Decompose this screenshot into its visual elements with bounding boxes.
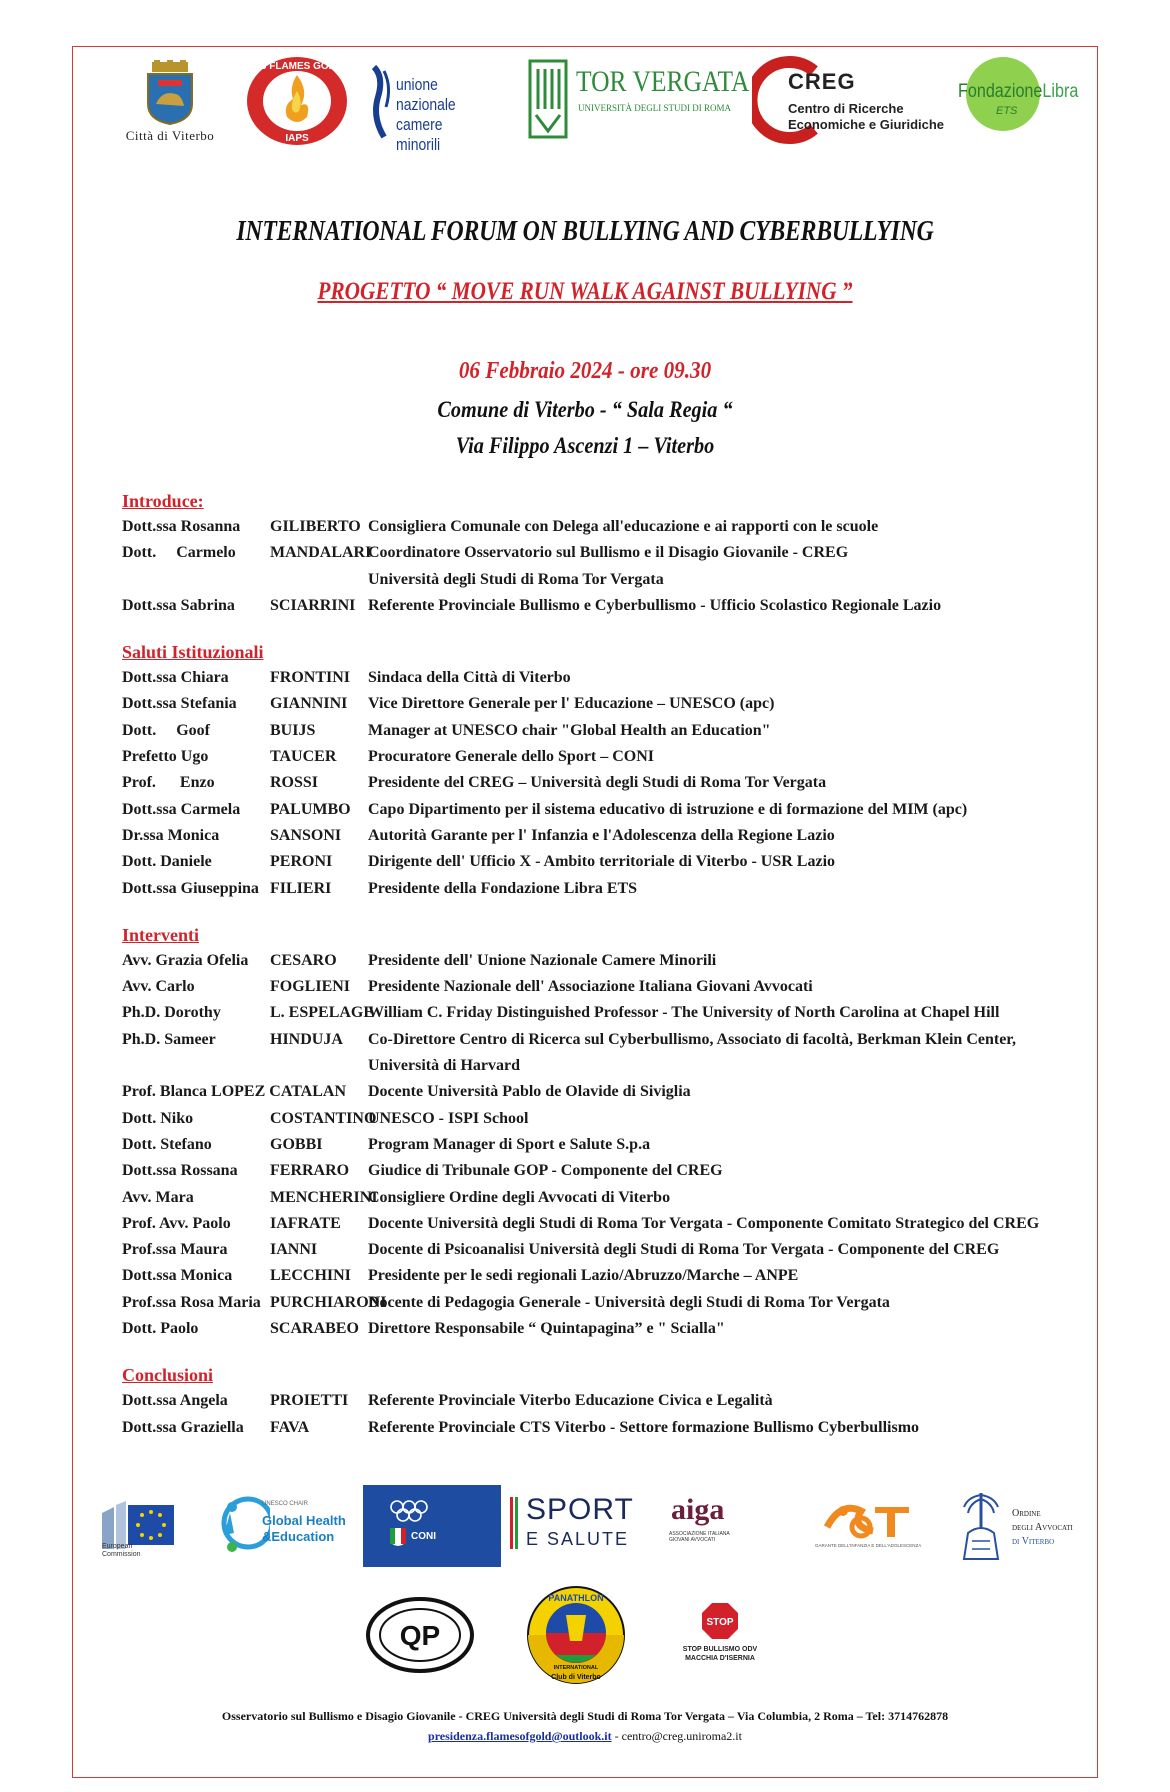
section-title: Saluti Istituzionali [122, 642, 264, 663]
garante-infanzia-logo [815, 1497, 945, 1557]
program-section [122, 922, 1082, 1342]
speaker-row [122, 540, 1082, 593]
speaker-surname: PALUMBO [270, 800, 351, 818]
speaker-role [368, 1388, 1082, 1414]
speaker-title: Dott. Niko [122, 1109, 194, 1127]
speaker-title: Prof. Avv. Paolo [122, 1214, 231, 1232]
speaker-row [122, 1415, 1082, 1441]
tor-vergata-line2: UNIVERSITÀ DEGLI STUDI DI ROMA [578, 103, 731, 113]
event-venue: Comune di Viterbo - “ Sala Regia “ [437, 397, 733, 422]
libra-line2: ETS [996, 105, 1018, 117]
viterbo-logo [120, 60, 220, 144]
coni-text: CONI [411, 1531, 436, 1542]
aiga-mark: aiga [671, 1493, 725, 1526]
speaker-role [368, 770, 1082, 796]
speaker-role [368, 1079, 1082, 1105]
speaker-role-line: Co-Direttore Centro di Ricerca sul Cyberbullismo, Associato di facoltà, Berkman Klein Center, [368, 1030, 1016, 1048]
bottom-logo-bar-2 [80, 1585, 1090, 1690]
panathlon-top: PANATHLON [548, 1593, 604, 1603]
email-creg: centro@creg.uniroma2.it [621, 1729, 742, 1743]
creg-line2: Economiche e Giuridiche [788, 117, 945, 132]
speaker-role [368, 691, 1082, 717]
european-commission-logo [100, 1491, 184, 1561]
speaker-role-line: Docente Università Pablo de Olavide di Siviglia [368, 1083, 691, 1101]
speaker-surname: IANNI [270, 1241, 318, 1259]
speaker-role-line: Dirigente dell' Ufficio X - Ambito territoriale di Viterbo - USR Lazio [368, 853, 836, 871]
speaker-role-line: Consigliere Ordine degli Avvocati di Viterbo [368, 1188, 671, 1206]
stop-line1: STOP BULLISMO ODV [682, 1646, 758, 1653]
creg-line1: Centro di Ricerche [788, 101, 904, 116]
speaker-role [368, 1290, 1082, 1316]
speaker-row [122, 1388, 1082, 1414]
top-logo-bar [80, 55, 1090, 155]
program-section [122, 639, 1082, 902]
speaker-role-line: Presidente del CREG – Università degli Studi di Roma Tor Vergata [368, 774, 827, 792]
global-health-education-logo [220, 1487, 346, 1567]
speaker-row [122, 514, 1082, 540]
stop-line2: MACCHIA D'ISERNIA [685, 1655, 755, 1662]
aiga-line1: ASSOCIAZIONE ITALIANA [669, 1531, 730, 1537]
speaker-role-line: Referente Provinciale Bullismo e Cyberbullismo - Ufficio Scolastico Regionale Lazio [368, 596, 942, 614]
eu-line2: Commission [102, 1551, 141, 1558]
speaker-surname: MENCHERINI [270, 1188, 378, 1206]
speaker-surname: BUIJS [270, 721, 316, 739]
speaker-row [122, 1158, 1082, 1184]
speaker-surname: MANDALARI [270, 544, 372, 562]
speaker-role [368, 540, 1082, 593]
speaker-surname: GOBBI [270, 1135, 323, 1153]
speaker-surname: LECCHINI [270, 1267, 351, 1285]
speaker-role [368, 948, 1082, 974]
speaker-surname: HINDUJA [270, 1030, 343, 1048]
aiga-logo [665, 1493, 765, 1553]
sport-line1: SPORT [526, 1493, 634, 1526]
panathlon-bottom: Club di Viterbo [551, 1674, 601, 1681]
speaker-role-line: Docente di Psicoanalisi Università degli Studi di Roma Tor Vergata - Componente del CREG [368, 1241, 1000, 1259]
speaker-surname: GIANNINI [270, 695, 348, 713]
fondazione-libra-logo [956, 57, 1090, 137]
section-title: Conclusioni [122, 1365, 214, 1386]
eu-line1: European [102, 1543, 133, 1550]
speaker-role [368, 1237, 1082, 1263]
olympic-rings-icon [389, 1499, 429, 1525]
speaker-role [368, 797, 1082, 823]
speaker-role [368, 974, 1082, 1000]
speaker-role-line-2: Università di Harvard [368, 1057, 520, 1075]
speaker-role [368, 744, 1082, 770]
speaker-role-line: Presidente Nazionale dell' Associazione Italiana Giovani Avvocati [368, 978, 813, 996]
speaker-title: Dott.ssa Rossana [122, 1162, 238, 1180]
speaker-title: Dott. Carmelo [122, 544, 236, 562]
speaker-role [368, 718, 1082, 744]
speaker-row [122, 1106, 1082, 1132]
program-list [122, 488, 1082, 1461]
speaker-surname: TAUCER [270, 748, 337, 766]
footer-address: Osservatorio sul Bullismo e Disagio Giovanile - CREG Università degli Studi di Roma Tor Vergata – Via Columbia, 2 Roma – Tel: 3714762878 [221, 1709, 949, 1723]
speaker-title: Dott. Stefano [122, 1135, 212, 1153]
speaker-role-line: Vice Direttore Generale per l' Educazione – UNESCO (apc) [368, 695, 775, 713]
footer-sep: - [611, 1729, 622, 1743]
aiga-line2: GIOVANI AVVOCATI [669, 1537, 716, 1543]
speaker-title: Dott.ssa Carmela [122, 800, 241, 818]
speaker-title: Dott. Daniele [122, 853, 212, 871]
speaker-role-line: Coordinatore Osservatorio sul Bullismo e il Disagio Giovanile - CREG [368, 544, 849, 562]
speaker-role-line: Referente Provinciale CTS Viterbo - Settore formazione Bullismo Cyberbullismo [368, 1418, 920, 1436]
qp-text: QP [399, 1620, 441, 1651]
speaker-surname: FRONTINI [270, 669, 351, 687]
speaker-row [122, 974, 1082, 1000]
stop-mark: STOP [706, 1617, 734, 1628]
speaker-role [368, 1158, 1082, 1184]
hands-icon [370, 57, 394, 145]
speaker-row [122, 770, 1082, 796]
tor-vergata-line1: TOR VERGATA [576, 65, 750, 98]
event-date: 06 Febbraio 2024 - ore 09.30 [458, 358, 712, 384]
speaker-role-line: Program Manager di Sport e Salute S.p.a [368, 1135, 651, 1153]
speaker-row [122, 1316, 1082, 1342]
speaker-row [122, 1263, 1082, 1289]
speaker-role-line: Docente di Pedagogia Generale - Università degli Studi di Roma Tor Vergata [368, 1293, 890, 1311]
ordine-avvocati-viterbo-logo [958, 1489, 1088, 1569]
qp-ellipse-icon [365, 1595, 475, 1675]
panathlon-badge-icon [516, 1585, 636, 1685]
speaker-surname: PROIETTI [270, 1392, 349, 1410]
speaker-role [368, 1106, 1082, 1132]
speaker-role [368, 1027, 1082, 1080]
sport-bar-red [510, 1497, 513, 1549]
speaker-surname: FERRARO [270, 1162, 350, 1180]
speaker-role-line: Manager at UNESCO chair "Global Health an Education" [368, 721, 771, 739]
flames-gold-line2: IAPS [285, 133, 309, 144]
speaker-role-line: Direttore Responsabile “ Quintapagina” e " Scialla" [368, 1320, 725, 1338]
speaker-row [122, 718, 1082, 744]
ghe-small: UNESCO CHAIR [262, 1501, 309, 1507]
event-address: Via Filippo Ascenzi 1 – Viterbo [455, 433, 715, 458]
ordine-line3: di Viterbo [1012, 1536, 1055, 1547]
speaker-title: Avv. Grazia Ofelia [122, 951, 249, 969]
speaker-row [122, 849, 1082, 875]
speaker-role-line: Referente Provinciale Viterbo Educazione Civica e Legalità [368, 1392, 773, 1410]
speaker-surname: SANSONI [270, 826, 342, 844]
speaker-row [122, 1185, 1082, 1211]
speaker-role-line: Presidente per le sedi regionali Lazio/Abruzzo/Marche – ANPE [368, 1267, 799, 1285]
tor-vergata-logo [528, 59, 750, 143]
section-title: Introduce: [122, 491, 204, 511]
speaker-surname: FOGLIENI [270, 978, 351, 996]
garante-text: GARANTE DELL'INFANZIA E DELL'ADOLESCENZA [815, 1543, 922, 1548]
italy-shield-icon [389, 1527, 407, 1547]
speaker-role [368, 665, 1082, 691]
quintapagina-logo [365, 1595, 475, 1675]
creg-mark: CREG [788, 69, 856, 94]
speaker-role-line: Presidente della Fondazione Libra ETS [368, 879, 638, 897]
speaker-row [122, 876, 1082, 902]
speaker-surname: FILIERI [270, 879, 332, 897]
speaker-title: Prefetto Ugo [122, 748, 209, 766]
ordine-line1: Ordine [1012, 1508, 1041, 1519]
sport-bar-green [515, 1497, 518, 1549]
ghe-line2: &Education [262, 1529, 335, 1544]
speaker-row [122, 1237, 1082, 1263]
speaker-surname: FAVA [270, 1418, 310, 1436]
speaker-role [368, 1000, 1082, 1026]
speaker-row [122, 1000, 1082, 1026]
speaker-role [368, 849, 1082, 875]
section-title: Interventi [122, 924, 199, 945]
speaker-title: Prof.ssa Maura [122, 1241, 228, 1259]
speaker-surname: CESARO [270, 951, 337, 969]
flames-gold-icon [245, 55, 349, 147]
speaker-title: Prof. Blanca LOPEZ CATALAN [122, 1083, 347, 1101]
speaker-role [368, 1132, 1082, 1158]
speaker-role-line: Presidente dell' Unione Nazionale Camere Minorili [368, 951, 717, 969]
sport-e-salute-logo [510, 1493, 640, 1557]
speaker-role-line: UNESCO - ISPI School [368, 1109, 529, 1127]
speaker-role-line: Consigliera Comunale con Delega all'educazione e ai rapporti con le scuole [368, 518, 879, 535]
footer-contacts [0, 1729, 1170, 1744]
speaker-title: Dott.ssa Chiara [122, 669, 229, 687]
speaker-title: Dott.ssa Monica [122, 1267, 233, 1285]
speaker-row [122, 1079, 1082, 1105]
speaker-title: Dott. Goof [122, 721, 210, 739]
speaker-row [122, 1132, 1082, 1158]
speaker-role-line: Procuratore Generale dello Sport – CONI [368, 748, 655, 766]
project-title: PROGETTO “ MOVE RUN WALK AGAINST BULLYING ” [317, 278, 853, 305]
flames-gold-logo [245, 55, 349, 147]
speaker-title: Dott.ssa Giuseppina [122, 879, 259, 897]
speaker-surname: ROSSI [270, 774, 319, 792]
unione-line1: unione nazionale [396, 75, 456, 114]
unione-camere-minorili-logo [370, 57, 510, 154]
creg-logo [752, 55, 945, 147]
unione-line2: camere minorili [396, 115, 443, 154]
speaker-role-line: Giudice di Tribunale GOP - Componente del CREG [368, 1162, 723, 1180]
program-section [122, 1362, 1082, 1441]
speaker-role [368, 1415, 1082, 1441]
speaker-title: Dott.ssa Rosanna [122, 518, 241, 535]
speaker-row [122, 1211, 1082, 1237]
speaker-role-line: Docente Università degli Studi di Roma Tor Vergata - Componente Comitato Strategico del CREG [368, 1214, 1040, 1232]
viterbo-caption: Città di Viterbo [125, 128, 215, 143]
speaker-surname: IAFRATE [270, 1214, 341, 1232]
speaker-title: Dott.ssa Angela [122, 1392, 228, 1410]
speaker-row [122, 593, 1082, 619]
speaker-title: Dott. Paolo [122, 1320, 199, 1338]
speaker-title: Dott.ssa Sabrina [122, 596, 235, 614]
tor-vergata-emblem-icon [528, 59, 568, 139]
speaker-surname: PURCHIARONI [270, 1293, 387, 1311]
lion-palm-icon [958, 1489, 1004, 1565]
panathlon-logo [516, 1585, 636, 1685]
viterbo-crest-icon [142, 60, 198, 126]
speaker-row [122, 665, 1082, 691]
speaker-title: Dott.ssa Graziella [122, 1418, 244, 1436]
libra-line1b: Libra [1042, 81, 1079, 102]
speaker-row [122, 823, 1082, 849]
speaker-role [368, 1185, 1082, 1211]
speaker-role [368, 514, 1082, 540]
speaker-title: Avv. Mara [122, 1188, 194, 1206]
forum-title: INTERNATIONAL FORUM ON BULLYING AND CYBERBULLYING [236, 215, 934, 247]
speaker-role-line: Sindaca della Città di Viterbo [368, 669, 571, 687]
ordine-line2: degli Avvocati [1012, 1522, 1073, 1533]
sport-line2: E SALUTE [526, 1529, 630, 1549]
speaker-role [368, 1316, 1082, 1342]
speaker-role-line: William C. Friday Distinguished Professor - The University of North Carolina at Chapel Hill [368, 1004, 1000, 1022]
garante-swirl-icon [821, 1497, 921, 1541]
flames-gold-line1: GS FLAMES GOLD [252, 61, 342, 72]
speaker-surname: COSTANTINO [270, 1109, 377, 1127]
speaker-title: Prof.ssa Rosa Maria [122, 1293, 261, 1311]
speaker-row [122, 744, 1082, 770]
email-link-flames[interactable]: presidenza.flamesofgold@outlook.it [428, 1729, 612, 1743]
speaker-surname: PERONI [270, 853, 333, 871]
coni-logo [363, 1485, 501, 1567]
speaker-role [368, 876, 1082, 902]
speaker-row [122, 948, 1082, 974]
bottom-logo-bar [80, 1485, 1090, 1585]
speaker-row [122, 1290, 1082, 1316]
speaker-title: Ph.D. Sameer [122, 1030, 216, 1048]
speaker-surname: SCIARRINI [270, 596, 356, 614]
speaker-role [368, 1211, 1082, 1237]
speaker-role-line: Capo Dipartimento per il sistema educativo di istruzione e di formazione del MIM (apc) [368, 800, 968, 818]
speaker-role-line-2: Università degli Studi di Roma Tor Vergata [368, 570, 664, 588]
speaker-surname: GILIBERTO [270, 518, 361, 535]
speaker-surname: SCARABEO [270, 1320, 359, 1338]
speaker-title: Prof. Enzo [122, 774, 215, 792]
speaker-row [122, 691, 1082, 717]
speaker-surname: L. ESPELAGE [270, 1004, 375, 1022]
stop-sign-icon [700, 1601, 740, 1641]
stop-bullismo-logo [660, 1601, 780, 1671]
libra-line1a: Fondazione [958, 81, 1043, 102]
speaker-row [122, 1027, 1082, 1080]
speaker-title: Dr.ssa Monica [122, 826, 220, 844]
speaker-role [368, 823, 1082, 849]
speaker-role [368, 593, 1082, 619]
speaker-role-line: Autorità Garante per l' Infanzia e l'Adolescenza della Regione Lazio [368, 826, 835, 844]
program-section [122, 488, 1082, 619]
speaker-role [368, 1263, 1082, 1289]
speaker-title: Ph.D. Dorothy [122, 1004, 221, 1022]
speaker-title: Avv. Carlo [122, 978, 195, 996]
speaker-row [122, 797, 1082, 823]
ghe-line1: Global Health [262, 1513, 346, 1528]
speaker-title: Dott.ssa Stefania [122, 695, 237, 713]
panathlon-mid: INTERNATIONAL [553, 1665, 599, 1671]
